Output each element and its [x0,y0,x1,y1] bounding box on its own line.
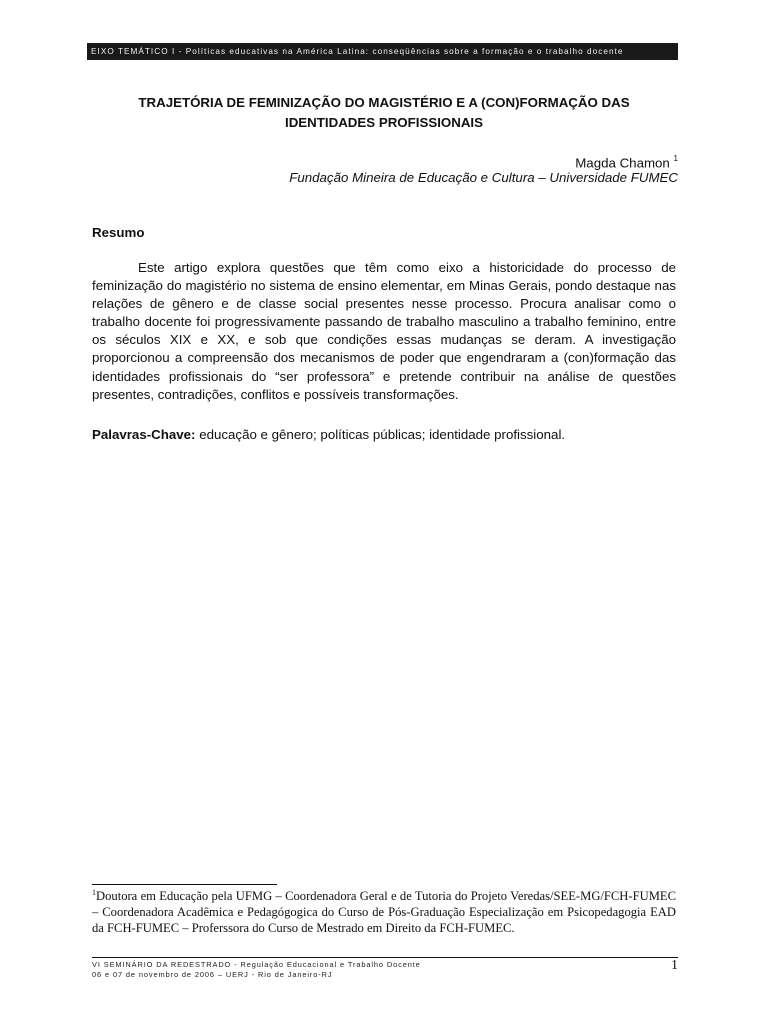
running-header: EIXO TEMÁTICO I - Políticas educativas na América Latina: conseqüências sobre a formação e o trabalho docente [87,43,678,60]
footnote [92,885,676,936]
author-name: Magda Chamon [575,155,670,171]
paper-title: TRAJETÓRIA DE FEMINIZAÇÃO DO MAGISTÉRIO E A (CON)FORMAÇÃO DAS IDENTIDADES PROFISSIONAIS [138,95,630,130]
keywords-line [92,426,676,444]
keywords-label: Palavras-Chave: [92,427,196,442]
page-number: 1 [671,958,678,973]
footnote-marker: 1 [92,888,96,897]
footer-separator [92,957,678,958]
footnote-text: Doutora em Educação pela UFMG – Coordenadora Geral e de Tutoria do Projeto Veredas/SEE-MG/FCH-FUMEC – Coordenadora Acadêmica e Pedagógogica do Curso de Pós-Graduação Especialização em Psicopedagogia EAD da FCH-FUMEC – Proferssora do Curso de Mestrado em Direito da FCH-FUMEC. [92,889,676,936]
keywords-text: educação e gênero; políticas públicas; identidade profissional. [199,427,566,442]
footer-date-line: 06 e 07 de novembro de 2006 – UERJ - Rio de Janeiro-RJ [92,970,333,979]
footer-event-line: VI SEMINÁRIO DA REDESTRADO - Regulação Educacional e Trabalho Docente [92,960,421,969]
abstract-heading: Resumo [92,225,145,240]
author-affiliation: Fundação Mineira de Educação e Cultura – Universidade FUMEC [289,170,678,185]
abstract-text: Este artigo explora questões que têm como eixo a historicidade do processo de feminização do magistério no sistema de ensino elementar, em Minas Gerais, pondo destaque nas relações de gênero e de classe social presentes nesse processo. Procura analisar como o trabalho docente foi progressivamente passando de trabalho masculino a trabalho feminino, entre os séculos XIX e XX, e sob que condições essas mudanças se deram. A investigação proporcionou a compreensão dos mecanismos de poder que engendraram a (con)formação das identidades profissionais do “ser professora” e pretende contribuir na análise de questões presentes, contradições, conflitos e possíveis transformações. [92,260,676,402]
author-footnote-marker: 1 [673,154,678,163]
